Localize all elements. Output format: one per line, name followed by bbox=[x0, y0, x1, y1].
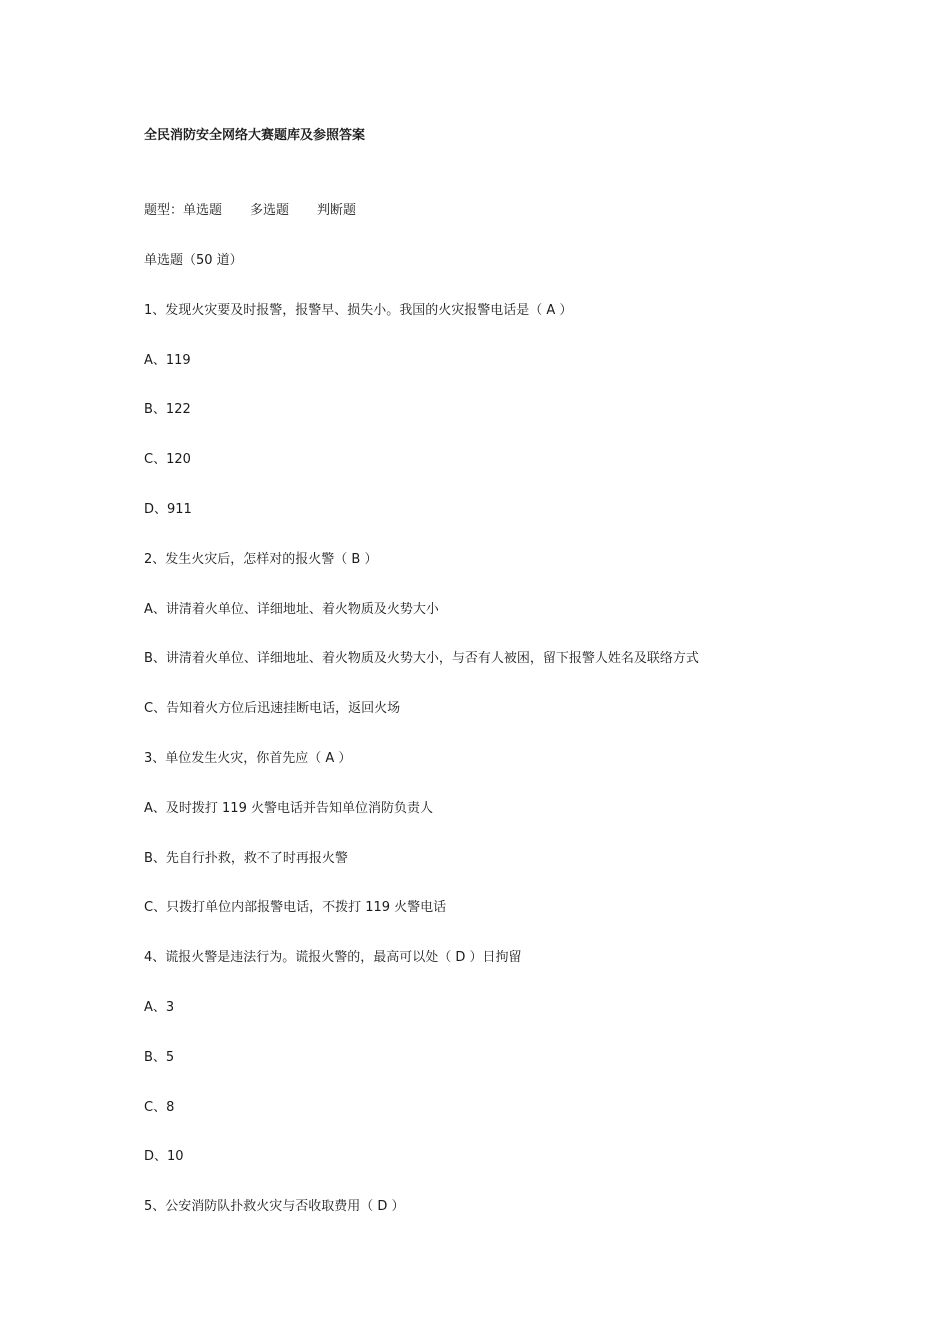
answer-option: B、先自行扑救，救不了时再报火警 bbox=[144, 850, 348, 866]
answer-option: A、3 bbox=[144, 999, 175, 1015]
answer-option: A、及时拨打 119 火警电话并告知单位消防负责人 bbox=[144, 800, 433, 816]
answer-option: A、讲清着火单位、详细地址、着火物质及火势大小 bbox=[144, 601, 439, 617]
answer-option: C、告知着火方位后迅速挂断电话，返回火场 bbox=[144, 701, 401, 717]
answer-option: A、119 bbox=[144, 352, 191, 368]
question-text: 3、单位发生火灾，你首先应（ A ） bbox=[144, 750, 352, 766]
answer-option: B、讲清着火单位、详细地址、着火物质及火势大小，与否有人被困，留下报警人姓名及联络方式 bbox=[144, 651, 699, 667]
type-judge: 判断题 bbox=[317, 203, 357, 218]
answer-option: B、122 bbox=[144, 402, 191, 418]
answer-option: D、10 bbox=[144, 1149, 184, 1165]
question-text: 1、发现火灾要及时报警，报警早、损失小。我国的火灾报警电话是（ A ） bbox=[144, 302, 573, 318]
section-heading: 单选题（50 道） bbox=[144, 253, 243, 268]
answer-option: C、只拨打单位内部报警电话，不拨打 119 火警电话 bbox=[144, 900, 447, 916]
type-multi: 多选题 bbox=[250, 203, 290, 218]
type-single: 题型：单选题 bbox=[144, 203, 223, 218]
question-types bbox=[144, 202, 356, 220]
question-text: 2、发生火灾后，怎样对的报火警（ B ） bbox=[144, 551, 378, 567]
question-list bbox=[144, 252, 864, 1248]
question-text: 5、公安消防队扑救火灾与否收取费用（ D ） bbox=[144, 1199, 405, 1215]
document-title: 全民消防安全网络大赛题库及参照答案 bbox=[144, 128, 366, 143]
answer-option: C、120 bbox=[144, 452, 191, 468]
answer-option: D、911 bbox=[144, 501, 192, 517]
question-text: 4、谎报火警是违法行为。谎报火警的，最高可以处（ D ）日拘留 bbox=[144, 950, 522, 966]
answer-option: B、5 bbox=[144, 1049, 175, 1065]
answer-option: C、8 bbox=[144, 1099, 175, 1115]
